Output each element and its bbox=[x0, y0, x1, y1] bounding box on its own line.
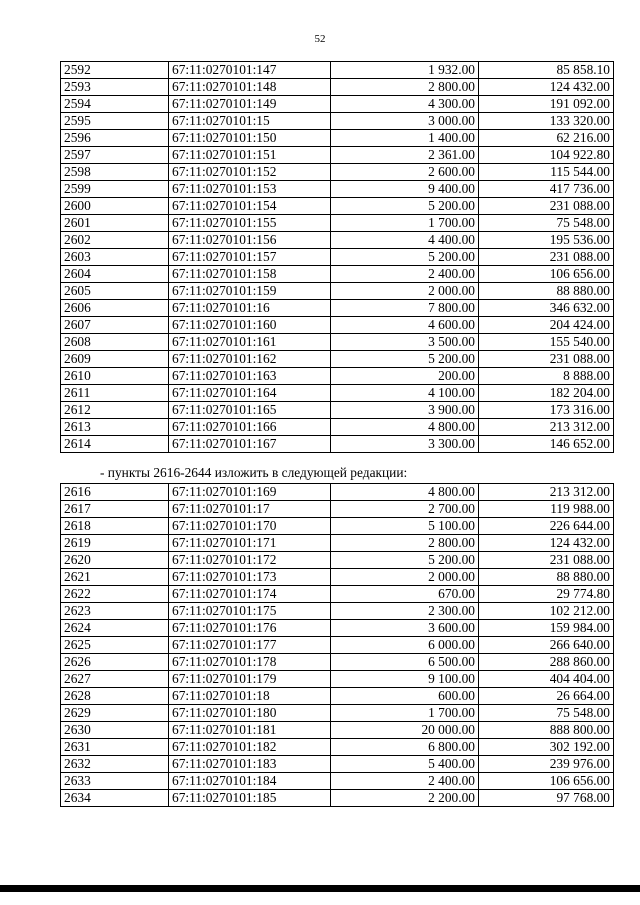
cadastral-number-cell: 67:11:0270101:153 bbox=[169, 181, 331, 198]
item-number-cell: 2625 bbox=[61, 637, 169, 654]
table-row bbox=[61, 739, 614, 756]
cadastral-number-cell: 67:11:0270101:178 bbox=[169, 654, 331, 671]
cadastral-number-cell: 67:11:0270101:157 bbox=[169, 249, 331, 266]
cost-cell: 288 860.00 bbox=[479, 654, 614, 671]
item-number-cell: 2604 bbox=[61, 266, 169, 283]
cadastral-number-cell: 67:11:0270101:152 bbox=[169, 164, 331, 181]
cadastral-number-cell: 67:11:0270101:160 bbox=[169, 317, 331, 334]
cadastral-number-cell: 67:11:0270101:156 bbox=[169, 232, 331, 249]
area-cell: 7 800.00 bbox=[331, 300, 479, 317]
amendment-note: - пункты 2616-2644 изложить в следующей редакции: bbox=[100, 465, 408, 480]
item-number-cell: 2616 bbox=[61, 484, 169, 501]
table-row bbox=[61, 334, 614, 351]
cadastral-number-cell: 67:11:0270101:18 bbox=[169, 688, 331, 705]
area-cell: 4 400.00 bbox=[331, 232, 479, 249]
area-cell: 670.00 bbox=[331, 586, 479, 603]
land-plots-table-2 bbox=[60, 483, 614, 807]
cost-cell: 115 544.00 bbox=[479, 164, 614, 181]
item-number-cell: 2623 bbox=[61, 603, 169, 620]
cost-cell: 346 632.00 bbox=[479, 300, 614, 317]
area-cell: 9 100.00 bbox=[331, 671, 479, 688]
table-row bbox=[61, 671, 614, 688]
cost-cell: 106 656.00 bbox=[479, 266, 614, 283]
land-plots-table-1 bbox=[60, 61, 614, 453]
table-row bbox=[61, 266, 614, 283]
table-row bbox=[61, 722, 614, 739]
cost-cell: 195 536.00 bbox=[479, 232, 614, 249]
cost-cell: 226 644.00 bbox=[479, 518, 614, 535]
item-number-cell: 2598 bbox=[61, 164, 169, 181]
cadastral-number-cell: 67:11:0270101:166 bbox=[169, 419, 331, 436]
table-row bbox=[61, 535, 614, 552]
table-row bbox=[61, 773, 614, 790]
cadastral-number-cell: 67:11:0270101:184 bbox=[169, 773, 331, 790]
cadastral-number-cell: 67:11:0270101:16 bbox=[169, 300, 331, 317]
cadastral-number-cell: 67:11:0270101:179 bbox=[169, 671, 331, 688]
table-row bbox=[61, 300, 614, 317]
item-number-cell: 2608 bbox=[61, 334, 169, 351]
table-row bbox=[61, 552, 614, 569]
cadastral-number-cell: 67:11:0270101:17 bbox=[169, 501, 331, 518]
area-cell: 2 200.00 bbox=[331, 790, 479, 807]
area-cell: 9 400.00 bbox=[331, 181, 479, 198]
area-cell: 3 500.00 bbox=[331, 334, 479, 351]
cost-cell: 119 988.00 bbox=[479, 501, 614, 518]
table-row bbox=[61, 164, 614, 181]
table-row bbox=[61, 756, 614, 773]
cost-cell: 106 656.00 bbox=[479, 773, 614, 790]
cadastral-number-cell: 67:11:0270101:177 bbox=[169, 637, 331, 654]
cadastral-number-cell: 67:11:0270101:185 bbox=[169, 790, 331, 807]
table-row bbox=[61, 501, 614, 518]
item-number-cell: 2606 bbox=[61, 300, 169, 317]
area-cell: 20 000.00 bbox=[331, 722, 479, 739]
cost-cell: 75 548.00 bbox=[479, 215, 614, 232]
cost-cell: 204 424.00 bbox=[479, 317, 614, 334]
area-cell: 2 800.00 bbox=[331, 535, 479, 552]
area-cell: 5 200.00 bbox=[331, 552, 479, 569]
cost-cell: 88 880.00 bbox=[479, 569, 614, 586]
cost-cell: 97 768.00 bbox=[479, 790, 614, 807]
table-row bbox=[61, 130, 614, 147]
item-number-cell: 2622 bbox=[61, 586, 169, 603]
cost-cell: 133 320.00 bbox=[479, 113, 614, 130]
area-cell: 5 200.00 bbox=[331, 198, 479, 215]
area-cell: 6 500.00 bbox=[331, 654, 479, 671]
area-cell: 6 800.00 bbox=[331, 739, 479, 756]
item-number-cell: 2617 bbox=[61, 501, 169, 518]
table-row bbox=[61, 586, 614, 603]
cadastral-number-cell: 67:11:0270101:147 bbox=[169, 62, 331, 79]
item-number-cell: 2631 bbox=[61, 739, 169, 756]
cost-cell: 75 548.00 bbox=[479, 705, 614, 722]
table-row bbox=[61, 620, 614, 637]
table-row bbox=[61, 147, 614, 164]
cadastral-number-cell: 67:11:0270101:167 bbox=[169, 436, 331, 453]
cost-cell: 231 088.00 bbox=[479, 249, 614, 266]
cost-cell: 124 432.00 bbox=[479, 535, 614, 552]
item-number-cell: 2595 bbox=[61, 113, 169, 130]
item-number-cell: 2629 bbox=[61, 705, 169, 722]
item-number-cell: 2596 bbox=[61, 130, 169, 147]
cadastral-number-cell: 67:11:0270101:180 bbox=[169, 705, 331, 722]
cost-cell: 239 976.00 bbox=[479, 756, 614, 773]
table-row bbox=[61, 637, 614, 654]
area-cell: 3 900.00 bbox=[331, 402, 479, 419]
page-number: 52 bbox=[314, 33, 326, 45]
area-cell: 200.00 bbox=[331, 368, 479, 385]
cadastral-number-cell: 67:11:0270101:151 bbox=[169, 147, 331, 164]
area-cell: 600.00 bbox=[331, 688, 479, 705]
cadastral-number-cell: 67:11:0270101:173 bbox=[169, 569, 331, 586]
area-cell: 5 200.00 bbox=[331, 249, 479, 266]
area-cell: 2 000.00 bbox=[331, 283, 479, 300]
cost-cell: 213 312.00 bbox=[479, 484, 614, 501]
cadastral-number-cell: 67:11:0270101:155 bbox=[169, 215, 331, 232]
cost-cell: 182 204.00 bbox=[479, 385, 614, 402]
item-number-cell: 2592 bbox=[61, 62, 169, 79]
cost-cell: 26 664.00 bbox=[479, 688, 614, 705]
table-row bbox=[61, 283, 614, 300]
item-number-cell: 2600 bbox=[61, 198, 169, 215]
item-number-cell: 2593 bbox=[61, 79, 169, 96]
area-cell: 5 100.00 bbox=[331, 518, 479, 535]
cost-cell: 173 316.00 bbox=[479, 402, 614, 419]
area-cell: 4 100.00 bbox=[331, 385, 479, 402]
cost-cell: 417 736.00 bbox=[479, 181, 614, 198]
item-number-cell: 2601 bbox=[61, 215, 169, 232]
cadastral-number-cell: 67:11:0270101:176 bbox=[169, 620, 331, 637]
cadastral-number-cell: 67:11:0270101:15 bbox=[169, 113, 331, 130]
area-cell: 6 000.00 bbox=[331, 637, 479, 654]
area-cell: 2 000.00 bbox=[331, 569, 479, 586]
item-number-cell: 2594 bbox=[61, 96, 169, 113]
table-row bbox=[61, 317, 614, 334]
table-row bbox=[61, 198, 614, 215]
cost-cell: 404 404.00 bbox=[479, 671, 614, 688]
item-number-cell: 2613 bbox=[61, 419, 169, 436]
cadastral-number-cell: 67:11:0270101:171 bbox=[169, 535, 331, 552]
item-number-cell: 2632 bbox=[61, 756, 169, 773]
cadastral-number-cell: 67:11:0270101:174 bbox=[169, 586, 331, 603]
area-cell: 5 400.00 bbox=[331, 756, 479, 773]
table-row bbox=[61, 181, 614, 198]
bottom-border-bar bbox=[0, 885, 640, 892]
item-number-cell: 2614 bbox=[61, 436, 169, 453]
cost-cell: 159 984.00 bbox=[479, 620, 614, 637]
item-number-cell: 2633 bbox=[61, 773, 169, 790]
cadastral-number-cell: 67:11:0270101:169 bbox=[169, 484, 331, 501]
cadastral-number-cell: 67:11:0270101:182 bbox=[169, 739, 331, 756]
item-number-cell: 2610 bbox=[61, 368, 169, 385]
table-row bbox=[61, 232, 614, 249]
item-number-cell: 2627 bbox=[61, 671, 169, 688]
area-cell: 5 200.00 bbox=[331, 351, 479, 368]
cost-cell: 146 652.00 bbox=[479, 436, 614, 453]
item-number-cell: 2605 bbox=[61, 283, 169, 300]
area-cell: 2 800.00 bbox=[331, 79, 479, 96]
item-number-cell: 2634 bbox=[61, 790, 169, 807]
table-row bbox=[61, 79, 614, 96]
cost-cell: 29 774.80 bbox=[479, 586, 614, 603]
item-number-cell: 2599 bbox=[61, 181, 169, 198]
area-cell: 2 361.00 bbox=[331, 147, 479, 164]
cost-cell: 88 880.00 bbox=[479, 283, 614, 300]
cadastral-number-cell: 67:11:0270101:158 bbox=[169, 266, 331, 283]
item-number-cell: 2603 bbox=[61, 249, 169, 266]
cost-cell: 191 092.00 bbox=[479, 96, 614, 113]
area-cell: 3 000.00 bbox=[331, 113, 479, 130]
table-row bbox=[61, 419, 614, 436]
table-row bbox=[61, 62, 614, 79]
cadastral-number-cell: 67:11:0270101:163 bbox=[169, 368, 331, 385]
cadastral-number-cell: 67:11:0270101:175 bbox=[169, 603, 331, 620]
cadastral-number-cell: 67:11:0270101:172 bbox=[169, 552, 331, 569]
table-row bbox=[61, 705, 614, 722]
table-row bbox=[61, 249, 614, 266]
area-cell: 2 600.00 bbox=[331, 164, 479, 181]
item-number-cell: 2612 bbox=[61, 402, 169, 419]
table-row bbox=[61, 402, 614, 419]
cost-cell: 266 640.00 bbox=[479, 637, 614, 654]
cost-cell: 231 088.00 bbox=[479, 351, 614, 368]
area-cell: 4 300.00 bbox=[331, 96, 479, 113]
item-number-cell: 2621 bbox=[61, 569, 169, 586]
item-number-cell: 2602 bbox=[61, 232, 169, 249]
table-row bbox=[61, 569, 614, 586]
table-row bbox=[61, 790, 614, 807]
area-cell: 4 800.00 bbox=[331, 484, 479, 501]
cost-cell: 8 888.00 bbox=[479, 368, 614, 385]
table-row bbox=[61, 96, 614, 113]
item-number-cell: 2628 bbox=[61, 688, 169, 705]
item-number-cell: 2609 bbox=[61, 351, 169, 368]
cost-cell: 104 922.80 bbox=[479, 147, 614, 164]
cadastral-number-cell: 67:11:0270101:183 bbox=[169, 756, 331, 773]
cadastral-number-cell: 67:11:0270101:181 bbox=[169, 722, 331, 739]
table-row bbox=[61, 368, 614, 385]
area-cell: 2 400.00 bbox=[331, 266, 479, 283]
table-row bbox=[61, 484, 614, 501]
cadastral-number-cell: 67:11:0270101:170 bbox=[169, 518, 331, 535]
table-row bbox=[61, 436, 614, 453]
cadastral-number-cell: 67:11:0270101:164 bbox=[169, 385, 331, 402]
cost-cell: 231 088.00 bbox=[479, 552, 614, 569]
item-number-cell: 2611 bbox=[61, 385, 169, 402]
table-row bbox=[61, 215, 614, 232]
table-row bbox=[61, 603, 614, 620]
cadastral-number-cell: 67:11:0270101:149 bbox=[169, 96, 331, 113]
area-cell: 2 400.00 bbox=[331, 773, 479, 790]
area-cell: 2 300.00 bbox=[331, 603, 479, 620]
cost-cell: 231 088.00 bbox=[479, 198, 614, 215]
cadastral-number-cell: 67:11:0270101:161 bbox=[169, 334, 331, 351]
item-number-cell: 2618 bbox=[61, 518, 169, 535]
table-row bbox=[61, 385, 614, 402]
cadastral-number-cell: 67:11:0270101:162 bbox=[169, 351, 331, 368]
area-cell: 4 600.00 bbox=[331, 317, 479, 334]
item-number-cell: 2607 bbox=[61, 317, 169, 334]
table-row bbox=[61, 518, 614, 535]
area-cell: 3 600.00 bbox=[331, 620, 479, 637]
table-row bbox=[61, 351, 614, 368]
area-cell: 1 700.00 bbox=[331, 705, 479, 722]
item-number-cell: 2630 bbox=[61, 722, 169, 739]
cadastral-number-cell: 67:11:0270101:165 bbox=[169, 402, 331, 419]
cost-cell: 302 192.00 bbox=[479, 739, 614, 756]
area-cell: 4 800.00 bbox=[331, 419, 479, 436]
cost-cell: 85 858.10 bbox=[479, 62, 614, 79]
table-row bbox=[61, 688, 614, 705]
area-cell: 1 932.00 bbox=[331, 62, 479, 79]
area-cell: 1 400.00 bbox=[331, 130, 479, 147]
item-number-cell: 2597 bbox=[61, 147, 169, 164]
cost-cell: 155 540.00 bbox=[479, 334, 614, 351]
table-row bbox=[61, 654, 614, 671]
cost-cell: 102 212.00 bbox=[479, 603, 614, 620]
cadastral-number-cell: 67:11:0270101:150 bbox=[169, 130, 331, 147]
item-number-cell: 2624 bbox=[61, 620, 169, 637]
area-cell: 3 300.00 bbox=[331, 436, 479, 453]
cadastral-number-cell: 67:11:0270101:154 bbox=[169, 198, 331, 215]
item-number-cell: 2619 bbox=[61, 535, 169, 552]
cost-cell: 62 216.00 bbox=[479, 130, 614, 147]
table-row bbox=[61, 113, 614, 130]
cadastral-number-cell: 67:11:0270101:159 bbox=[169, 283, 331, 300]
cost-cell: 124 432.00 bbox=[479, 79, 614, 96]
item-number-cell: 2626 bbox=[61, 654, 169, 671]
area-cell: 2 700.00 bbox=[331, 501, 479, 518]
cadastral-number-cell: 67:11:0270101:148 bbox=[169, 79, 331, 96]
cost-cell: 213 312.00 bbox=[479, 419, 614, 436]
cost-cell: 888 800.00 bbox=[479, 722, 614, 739]
item-number-cell: 2620 bbox=[61, 552, 169, 569]
area-cell: 1 700.00 bbox=[331, 215, 479, 232]
